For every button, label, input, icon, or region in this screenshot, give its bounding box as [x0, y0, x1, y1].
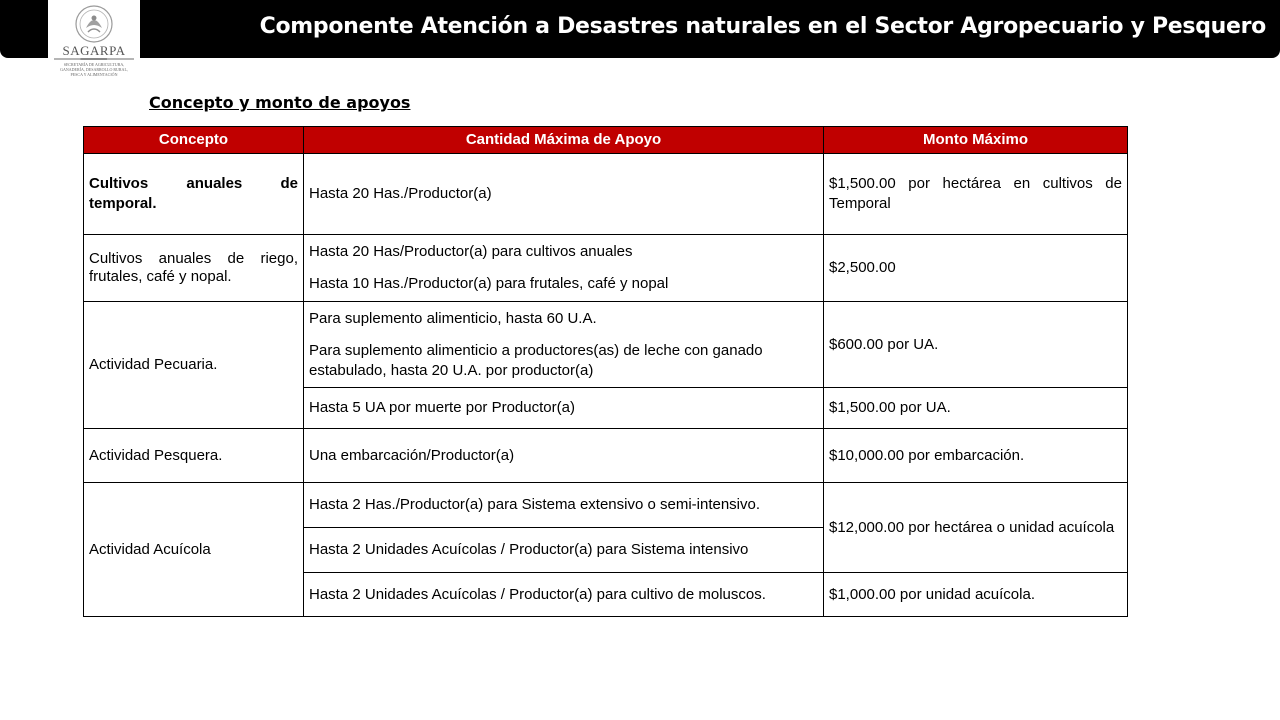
title-bar	[0, 0, 1280, 58]
logo-stripe	[54, 58, 134, 60]
cantidad-cell: Hasta 5 UA por muerte por Productor(a)	[304, 388, 824, 429]
monto-cell: $1,500.00 por UA.	[824, 388, 1128, 429]
support-table	[83, 126, 1128, 617]
monto-cell: $1,500.00 por hectárea en cultivos de Temporal	[824, 154, 1128, 235]
header-monto: Monto Máximo	[824, 127, 1128, 154]
section-title: Concepto y monto de apoyos	[149, 93, 411, 112]
cantidad-cell: Hasta 2 Unidades Acuícolas / Productor(a) para cultivo de moluscos.	[304, 573, 824, 617]
monto-cell: $600.00 por UA.	[824, 302, 1128, 388]
eagle-seal-icon	[72, 4, 116, 44]
cantidad-line: Hasta 10 Has./Productor(a) para frutales, café y nopal	[309, 275, 669, 292]
logo-subtext: SECRETARÍA DE AGRICULTURA, GANADERÍA, DESARROLLO RURAL, PESCA Y ALIMENTACIÓN	[60, 62, 128, 77]
table-row	[84, 429, 1128, 483]
table-row	[84, 302, 1128, 388]
monto-cell: $12,000.00 por hectárea o unidad acuícola	[824, 483, 1128, 573]
sagarpa-logo	[48, 0, 140, 86]
cantidad-cell: Hasta 2 Unidades Acuícolas / Productor(a) para Sistema intensivo	[304, 528, 824, 573]
cantidad-line: Para suplemento alimenticio a productores(as) de leche con ganado estabulado, hasta 20 U.A. por productor(a)	[309, 341, 763, 379]
page-title: Componente Atención a Desastres naturales en el Sector Agropecuario y Pesquero	[259, 14, 1266, 39]
table-header-row	[84, 127, 1128, 154]
concepto-cell: Cultivos anuales de temporal.	[84, 154, 304, 235]
table-row	[84, 154, 1128, 235]
table-row	[84, 235, 1128, 302]
cantidad-line: Para suplemento alimenticio, hasta 60 U.A.	[309, 309, 597, 327]
monto-cell: $10,000.00 por embarcación.	[824, 429, 1128, 483]
cantidad-line: Hasta 20 Has/Productor(a) para cultivos anuales	[309, 243, 633, 260]
concepto-cell: Actividad Pecuaria.	[84, 302, 304, 429]
concepto-cell: Cultivos anuales de riego, frutales, café y nopal.	[84, 235, 304, 302]
header-concepto: Concepto	[84, 127, 304, 154]
header-cantidad: Cantidad Máxima de Apoyo	[304, 127, 824, 154]
concepto-cell: Actividad Pesquera.	[84, 429, 304, 483]
table-row	[84, 483, 1128, 528]
logo-name: SAGARPA	[62, 43, 126, 58]
cantidad-cell: Una embarcación/Productor(a)	[304, 429, 824, 483]
monto-cell: $1,000.00 por unidad acuícola.	[824, 573, 1128, 617]
monto-cell: $2,500.00	[824, 235, 1128, 302]
cantidad-cell	[304, 302, 824, 388]
cantidad-cell: Hasta 20 Has./Productor(a)	[304, 154, 824, 235]
cantidad-cell	[304, 235, 824, 302]
concepto-cell: Actividad Acuícola	[84, 483, 304, 617]
cantidad-cell: Hasta 2 Has./Productor(a) para Sistema extensivo o semi-intensivo.	[304, 483, 824, 528]
